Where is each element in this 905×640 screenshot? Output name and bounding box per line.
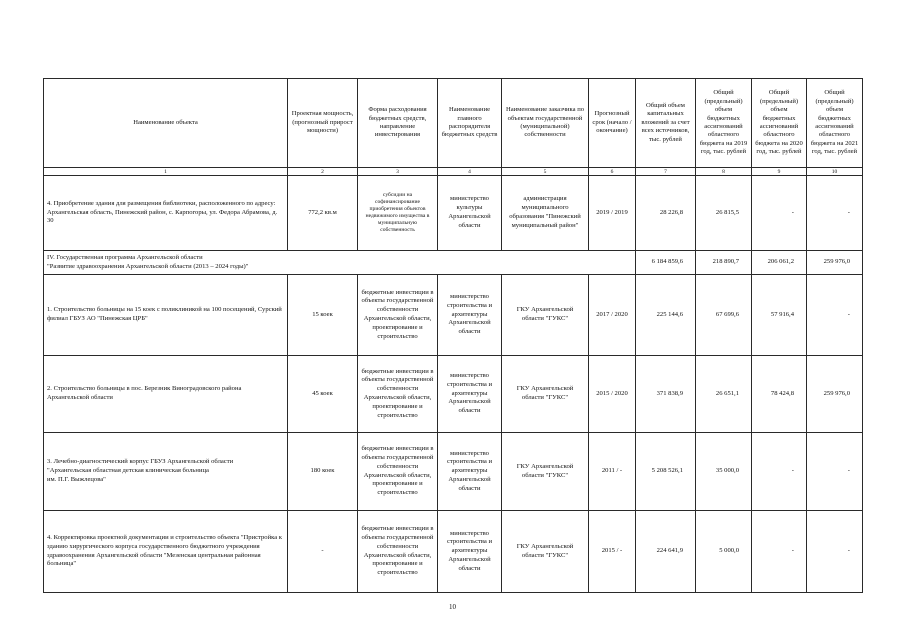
cell-budget-manager: министерство строительства и архитектуры Архангельской области [438, 433, 502, 511]
cell-budget-2020: 78 424,8 [752, 356, 807, 433]
cell-total-investment: 5 208 526,1 [636, 433, 696, 511]
header-budget-2021: Общий (предельный) объем бюджетных ассигнований областного бюджета на 2021 год, тыс. рублей [807, 79, 863, 168]
cell-budget-2021: 259 976,0 [807, 356, 863, 433]
cell-customer: ГКУ Архангельской области "ГУКС" [502, 433, 589, 511]
header-budget-2019: Общий (предельный) объем бюджетных ассигнований областного бюджета на 2019 год, тыс. рублей [696, 79, 752, 168]
cell-customer: ГКУ Архангельской области "ГУКС" [502, 275, 589, 356]
cell-object-name: 3. Лечебно-диагностический корпус ГБУЗ Архангельской области "Архангельская областная детская клиническая больница им. П.Г. Выжлецова" [44, 433, 288, 511]
column-number-row [44, 168, 863, 176]
cell-budget-2020: - [752, 433, 807, 511]
column-number: 1 [44, 168, 288, 176]
cell-budget-2020: 57 916,4 [752, 275, 807, 356]
cell-total-investment: 28 226,8 [636, 176, 696, 251]
table-row [44, 511, 863, 593]
section-total-investment: 6 184 859,6 [636, 251, 696, 275]
cell-spending-form: бюджетные инвестиции в объекты государственной собственности Архангельской области, проектирование и строительство [358, 356, 438, 433]
header-spending-form: Форма расходования бюджетных средств, направление инвестирования [358, 79, 438, 168]
cell-capacity: 45 коек [288, 356, 358, 433]
column-number: 5 [502, 168, 589, 176]
cell-term: 2017 / 2020 [589, 275, 636, 356]
cell-total-investment: 371 838,9 [636, 356, 696, 433]
cell-budget-2021: - [807, 176, 863, 251]
column-number: 2 [288, 168, 358, 176]
column-number: 3 [358, 168, 438, 176]
table-row [44, 433, 863, 511]
cell-spending-form: бюджетные инвестиции в объекты государственной собственности Архангельской области, проектирование и строительство [358, 275, 438, 356]
cell-term: 2019 / 2019 [589, 176, 636, 251]
cell-object-name: 4. Приобретение здания для размещения библиотеки, расположенного по адресу: Архангельская область, Пинежский район, с. Карпогоры, ул. Федора Абрамова, д. 30 [44, 176, 288, 251]
table-row [44, 275, 863, 356]
cell-customer: администрация муниципального образования "Пинежский муниципальный район" [502, 176, 589, 251]
cell-spending-form: субсидии на софинансирование приобретения объектов недвижимого имущества в муниципальную собственность [358, 176, 438, 251]
cell-budget-2019: 5 000,0 [696, 511, 752, 593]
cell-budget-2019: 67 699,6 [696, 275, 752, 356]
cell-object-name: 4. Корректировка проектной документации и строительство объекта "Пристройка к зданию хирургического корпуса государственного бюджетного учреждения здравоохранения Архангельской области "Мезенская центральная районная больница" [44, 511, 288, 593]
cell-total-investment: 225 144,6 [636, 275, 696, 356]
cell-term: 2011 / - [589, 433, 636, 511]
cell-budget-2019: 26 815,5 [696, 176, 752, 251]
cell-budget-manager: министерство строительства и архитектуры Архангельской области [438, 511, 502, 593]
cell-object-name: 2. Строительство больницы в пос. Березник Виноградовского района Архангельской области [44, 356, 288, 433]
header-total-investment: Общий объем капитальных вложений за счет всех источников, тыс. рублей [636, 79, 696, 168]
column-number: 8 [696, 168, 752, 176]
header-row [44, 79, 863, 168]
cell-capacity: 772,2 кв.м [288, 176, 358, 251]
investment-table [43, 78, 863, 593]
table-row [44, 176, 863, 251]
header-capacity: Проектная мощность, (прогнозный прирост мощности) [288, 79, 358, 168]
cell-budget-2020: - [752, 176, 807, 251]
column-number: 7 [636, 168, 696, 176]
cell-budget-manager: министерство культуры Архангельской области [438, 176, 502, 251]
column-number: 4 [438, 168, 502, 176]
section-row [44, 251, 863, 275]
cell-budget-manager: министерство строительства и архитектуры Архангельской области [438, 356, 502, 433]
header-budget-2020: Общий (предельный) объем бюджетных ассигнований областного бюджета на 2020 год, тыс. рублей [752, 79, 807, 168]
column-number: 9 [752, 168, 807, 176]
cell-object-name: 1. Строительство больницы на 15 коек с поликлиникой на 100 посещений, Сурский филиал ГБУЗ АО "Пинежская ЦРБ" [44, 275, 288, 356]
cell-budget-2021: - [807, 275, 863, 356]
header-object-name: Наименование объекта [44, 79, 288, 168]
cell-budget-2021: - [807, 511, 863, 593]
cell-capacity: - [288, 511, 358, 593]
header-term: Прогнозный срок (начало / окончание) [589, 79, 636, 168]
cell-customer: ГКУ Архангельской области "ГУКС" [502, 356, 589, 433]
cell-budget-2019: 35 000,0 [696, 433, 752, 511]
cell-budget-2020: - [752, 511, 807, 593]
table-row [44, 356, 863, 433]
cell-spending-form: бюджетные инвестиции в объекты государственной собственности Архангельской области, проектирование и строительство [358, 511, 438, 593]
cell-spending-form: бюджетные инвестиции в объекты государственной собственности Архангельской области, проектирование и строительство [358, 433, 438, 511]
section-budget-2019: 218 890,7 [696, 251, 752, 275]
cell-term: 2015 / 2020 [589, 356, 636, 433]
section-budget-2021: 259 976,0 [807, 251, 863, 275]
cell-total-investment: 224 641,9 [636, 511, 696, 593]
column-number: 10 [807, 168, 863, 176]
column-number: 6 [589, 168, 636, 176]
page-number: 10 [449, 603, 456, 611]
header-customer: Наименование заказчика по объектам государственной (муниципальной) собственности [502, 79, 589, 168]
cell-budget-2019: 26 651,1 [696, 356, 752, 433]
cell-budget-2021: - [807, 433, 863, 511]
cell-term: 2015 / - [589, 511, 636, 593]
cell-budget-manager: министерство строительства и архитектуры Архангельской области [438, 275, 502, 356]
cell-capacity: 180 коек [288, 433, 358, 511]
section-budget-2020: 206 061,2 [752, 251, 807, 275]
cell-capacity: 15 коек [288, 275, 358, 356]
header-budget-manager: Наименование главного распорядителя бюджетных средств [438, 79, 502, 168]
cell-customer: ГКУ Архангельской области "ГУКС" [502, 511, 589, 593]
section-title: IV. Государственная программа Архангельской области "Развитие здравоохранения Архангельской области (2013 – 2024 годы)" [44, 251, 636, 275]
